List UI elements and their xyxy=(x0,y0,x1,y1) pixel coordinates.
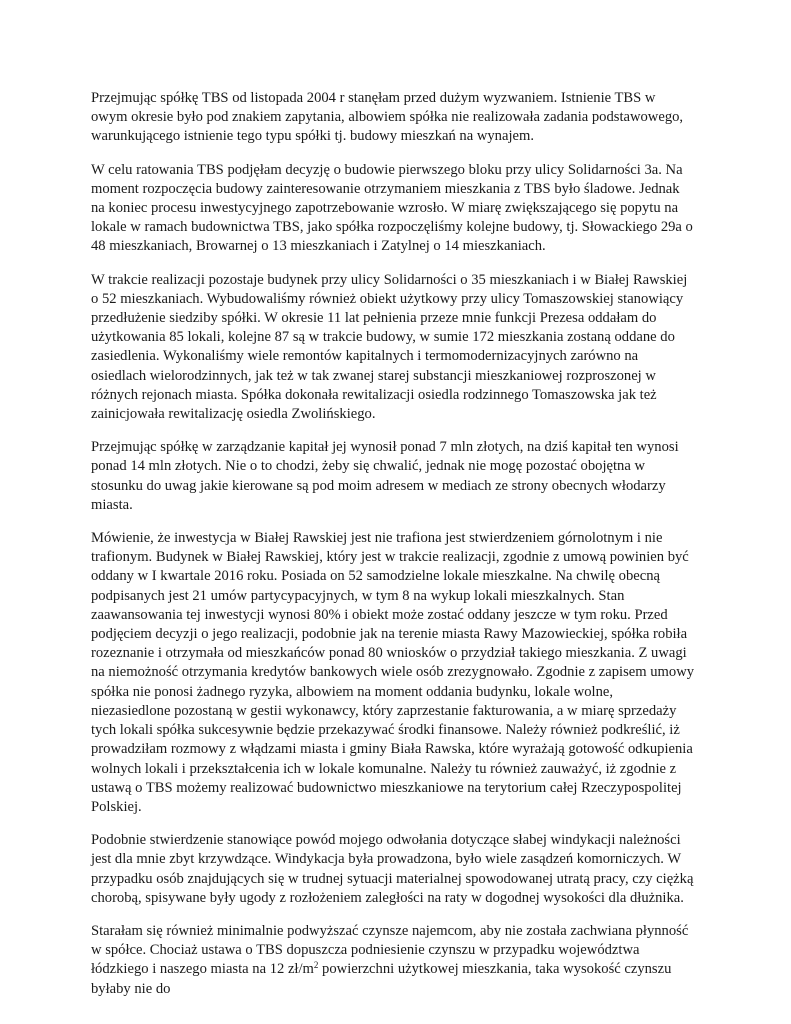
paragraph-first-building: W celu ratowania TBS podjęłam decyzję o budowie pierwszego bloku przy ulicy Solidarności 3a. Na moment rozpoczęcia budowy zainteresowanie otrzymaniem mieszkania z TBS było śladowe. Jednak na koniec procesu inwestycyjnego zapotrzebowanie wzrosło. W miarę zwiększającego się popytu na lokale w ramach budownictwa TBS, jako spółka rozpoczęliśmy kolejne budowy, tj. Słowackiego 29a o 48 mieszkaniach, Browarnej o 13 mieszkaniach i Zatylnej o 14 mieszkaniach. xyxy=(91,161,693,255)
paragraph-capital: Przejmując spółkę w zarządzanie kapitał jej wynosił ponad 7 mln złotych, na dziś kapitał ten wynosi ponad 14 mln złotych. Nie o to chodzi, żeby się chwalić, jednak nie mogę pozostać obojętna w stosunku do uwag jakie kierowane są pod moim adresem w mediach ze strony obecnych włodarzy miasta. xyxy=(91,439,679,513)
square-metre-superscript: 2 xyxy=(313,960,319,971)
rent-text-end: powierzchni użytkowej mieszkania, taka wysokość czynszu byłaby nie do xyxy=(91,961,672,997)
paragraph-ongoing-construction: W trakcie realizacji pozostaje budynek przy ulicy Solidarności o 35 mieszkaniach i w Białej Rawskiej o 52 mieszkaniach. Wybudowaliśmy również obiekt użytkowy przy ulicy Tomaszowskiej stanowiący przedłużenie siedziby spółki. W okresie 11 lat pełnienia przeze mnie funkcji Prezesa oddałam do użytkowania 85 lokali, kolejne 87 są w trakcie budowy, w sumie 172 mieszkania zostaną oddane do zasiedlenia. Wykonaliśmy wiele remontów kapitalnych i termomodernizacyjnych zarówno na osiedlach wielorodzinnych, jak też w tak zwanej starej substancji mieszkaniowej rozproszonej w różnych rejonach miasta. Spółka dokonała rewitalizacji osiedla rodzinnego Tomaszowska jak też zainicjowała rewitalizację osiedla Zwolińskiego. xyxy=(91,271,688,423)
paragraph-biala-rawska: Mówienie, że inwestycja w Białej Rawskiej jest nie trafiona jest stwierdzeniem górnolotnym i nie trafionym. Budynek w Białej Rawskiej, który jest w trakcie realizacji, zgodnie z umową powinien być oddany w I kwartale 2016 roku. Posiada on 52 samodzielne lokale mieszkalne. Na chwilę obecną podpisanych jest 21 umów partycypacyjnych, w tym 8 na wykup lokali mieszkalnych. Stan zaawansowania tej inwestycji wynosi 80% i obiekt może zostać oddany jeszcze w tym roku. Przed podjęciem decyzji o jego realizacji, podobnie jak na terenie miasta Rawy Mazowieckiej, spółka robiła rozeznanie i otrzymała od mieszkańców ponad 80 wniosków o przydział takiego mieszkania. Z uwagi na niemożność otrzymania kredytów bankowych wiele osób zrezygnowało. Zgodnie z zapisem umowy spółka nie ponosi żadnego ryzyka, albowiem na moment oddania budynku, lokale wolne, niezasiedlone pozostaną w gestii wykonawcy, który zaprzestanie fakturowania, a w miarę sprzedaży tych lokali spółka sukcesywnie będzie przekazywać środki finansowe. Należy również podkreślić, iż prowadziłam rozmowy z włądzami miasta i gminy Biała Rawska, które wyrażają gotowość odkupienia wolnych lokali i przekształcenia ich w lokale komunalne. Należy tu również zauważyć, iż zgodnie z ustawą o TBS możemy realizować budownictwo mieszkaniowe na terytorium całej Rzeczypospolitej Polskiej. xyxy=(91,530,695,815)
document-body xyxy=(91,89,695,1013)
rent-text-start: Starałam się również minimalnie podwyższać czynsze najemcom, aby nie została zachwiana płynność w spółce. Chociaż ustawa o TBS dopuszcza podniesienie czynszu w przypadku województwa łódzkiego i naszego miasta na 12 zł/m xyxy=(91,922,689,978)
paragraph-debt-collection: Podobnie stwierdzenie stanowiące powód mojego odwołania dotyczące słabej windykacji należności jest dla mnie zbyt krzywdzące. Windykacja była prowadzona, było wiele zasądzeń komorniczych. W przypadku osób znajdujących się w trudnej sytuacji materialnej spowodowanej utratą pracy, czy ciężką chorobą, spisywane były ugody z rozłożeniem zaległości na raty w dogodnej wysokości dla dłużnika. xyxy=(91,832,694,906)
paragraph-rent xyxy=(91,922,695,999)
paragraph-takeover: Przejmując spółkę TBS od listopada 2004 r stanęłam przed dużym wyzwaniem. Istnienie TBS w owym okresie było pod znakiem zapytania, albowiem spółka nie realizowała zadania podstawowego, warunkującego istnienie tego typu spółki tj. budowy mieszkań na wynajem. xyxy=(91,90,684,145)
